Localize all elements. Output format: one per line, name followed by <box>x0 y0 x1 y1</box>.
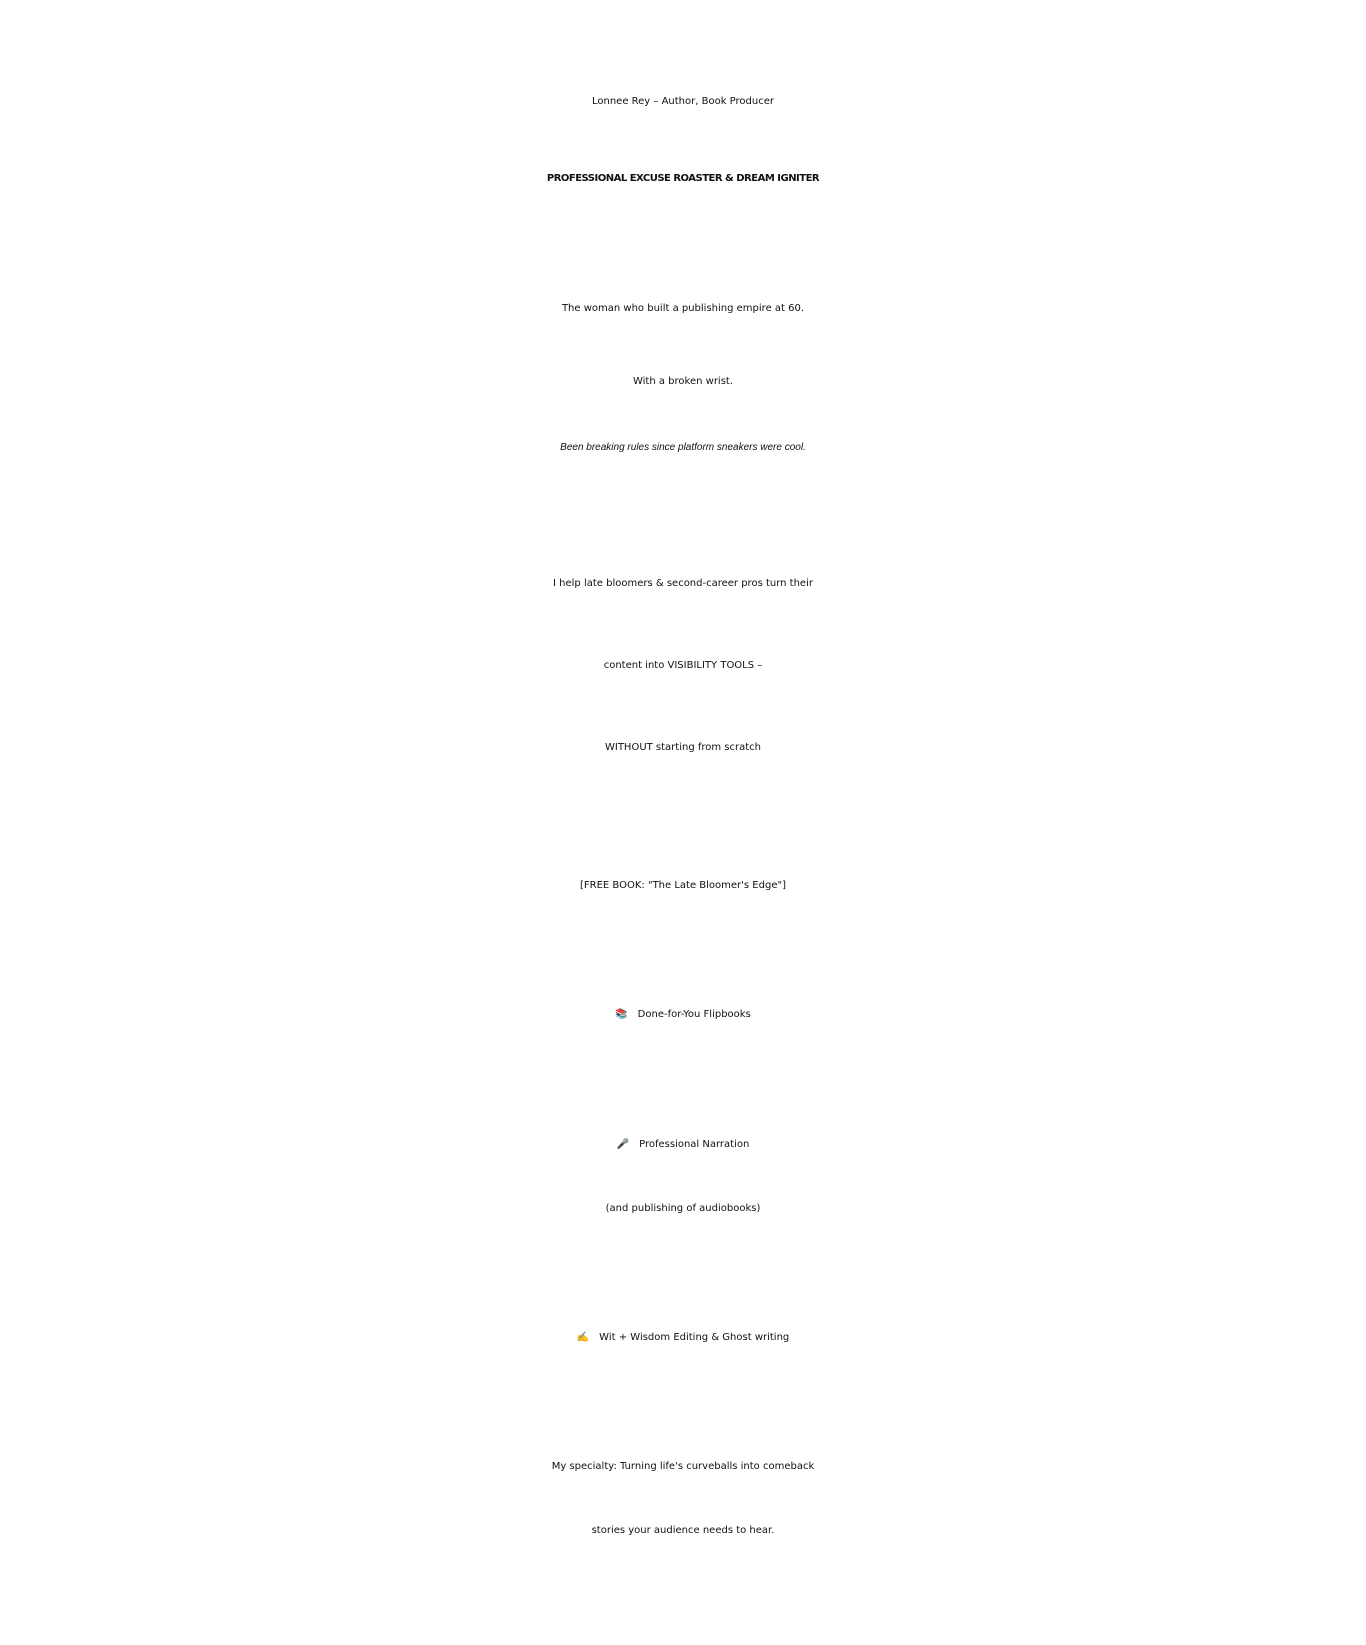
service-narration <box>0 1140 1366 1150</box>
service-label: Wit + Wisdom Editing & Ghost writing <box>599 1332 790 1343</box>
specialty-line-2: stories your audience needs to hear. <box>591 1525 775 1536</box>
specialty-line-1: My specialty: Turning life's curveballs into comeback <box>551 1461 815 1472</box>
help-line-1: I help late bloomers & second-career pros turn their <box>553 578 813 589</box>
service-label: Professional Narration <box>639 1139 750 1150</box>
free-book-link[interactable]: [FREE BOOK: "The Late Bloomer's Edge"] <box>580 880 786 891</box>
help-line-3: WITHOUT starting from scratch <box>604 742 762 753</box>
service-flipbooks <box>0 1010 1366 1020</box>
wrist-statement: With a broken wrist. <box>632 376 734 387</box>
rules-statement: Been breaking rules since platform sneakers were cool. <box>560 442 806 453</box>
service-editing <box>0 1333 1366 1343</box>
service-narration-sub: (and publishing of audiobooks) <box>605 1203 761 1214</box>
writing-hand-icon: ✍️ <box>576 1332 590 1343</box>
help-line-2: content into VISIBILITY TOOLS – <box>603 660 763 671</box>
empire-statement: The woman who built a publishing empire at 60. <box>561 303 805 314</box>
service-label: Done-for-You Flipbooks <box>637 1009 751 1020</box>
microphone-icon: 🎤 <box>616 1139 630 1150</box>
name-line: Lonnee Rey – Author, Book Producer <box>591 96 774 107</box>
tagline-heading: PROFESSIONAL EXCUSE ROASTER & DREAM IGNITER <box>546 173 820 184</box>
books-icon: 📚 <box>615 1009 628 1020</box>
